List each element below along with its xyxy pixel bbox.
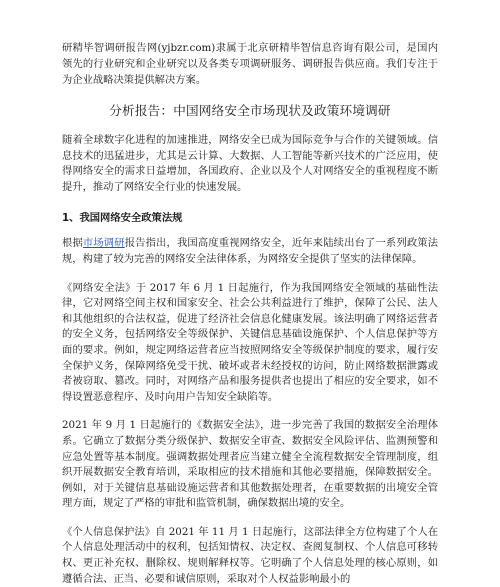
- body-paragraph-1: 随着全球数字化进程的加速推进，网络安全已成为国际竞争与合作的关键领域。信息技术的迅猛进步，尤其是云计算、大数据、人工智能等新兴技术的广泛应用，使得网络安全的需求日益增加，各国政府、企业以及个人对网络安全的重视程度不断提升，推动了网络安全行业的快速发展。: [62, 134, 438, 193]
- report-title: 分析报告：中国网络安全市场现状及政策环境调研: [109, 103, 391, 118]
- intro-paragraph: 研精毕智调研报告网(yjbzr.com)隶属于北京研精毕智信息咨询有限公司，是国内领先的行业研究和企业研究以及各类专项调研服务、调研报告供应商。我们专注于为企业战略决策提供解决方案。: [62, 42, 438, 86]
- section-heading-1: 1、我国网络安全政策法规: [62, 212, 183, 225]
- body-paragraph-4: 2021 年 9 月 1 日起施行的《数据安全法》，进一步完善了我国的数据安全治理体系。它确立了数据分类分级保护、数据安全审查、数据安全风险评估、监测预警和应急处置等基本制度。强调数据处理者应当建立健全全流程数据安全管理制度，组织开展数据安全教育培训，采取相应的技术措施和其他必要措施，保障数据安全。例如，对于关键信息基础设施运营者和其他数据处理者，在重要数据的出境安全管理方面，规定了严格的审批和监管机制，确保数据出境的安全。: [62, 419, 438, 510]
- body-paragraph-3: 《网络安全法》于 2017 年 6 月 1 日起施行，作为我国网络安全领域的基础性法律，它对网络空间主权和国家安全、社会公共利益进行了维护，保障了公民、法人和其他组织的合法权益，促进了经济社会信息化健康发展。该法明确了网络运营者的安全义务，包括网络安全等级保护、关键信息基础设施保护、个人信息保护等方面的要求。例如，规定网络运营者应当按照网络安全等级保护制度的要求，履行安全保护义务，保障网络免受干扰、破坏或者未经授权的访问，防止网络数据泄露或者被窃取、篡改。同时，对网络产品和服务提供者也提出了相应的安全要求，如不得设置恶意程序、及时向用户告知安全缺陷等。: [62, 281, 438, 403]
- market-research-link[interactable]: 市场调研: [82, 237, 125, 250]
- body-paragraph-2: [62, 236, 438, 267]
- lead-text-after: 报告指出，我国高度重视网络安全，近年来陆续出台了一系列政策法规，构建了较为完善的网络安全法律体系，为网络安全提供了坚实的法律保障。: [62, 237, 439, 265]
- body-paragraph-5: 《个人信息保护法》自 2021 年 11 月 1 日起施行，这部法律全方位构建了个人在个人信息处理活动中的权利，包括知情权、决定权、查阅复制权、个人信息可移转权、更正补充权、删除权、规则解释权等。它明确了个人信息处理的核心原则，如遵循合法、正当、必要和诚信原则，采取对个人权益影响最小的: [62, 525, 438, 585]
- lead-text-before: 根据: [62, 237, 83, 250]
